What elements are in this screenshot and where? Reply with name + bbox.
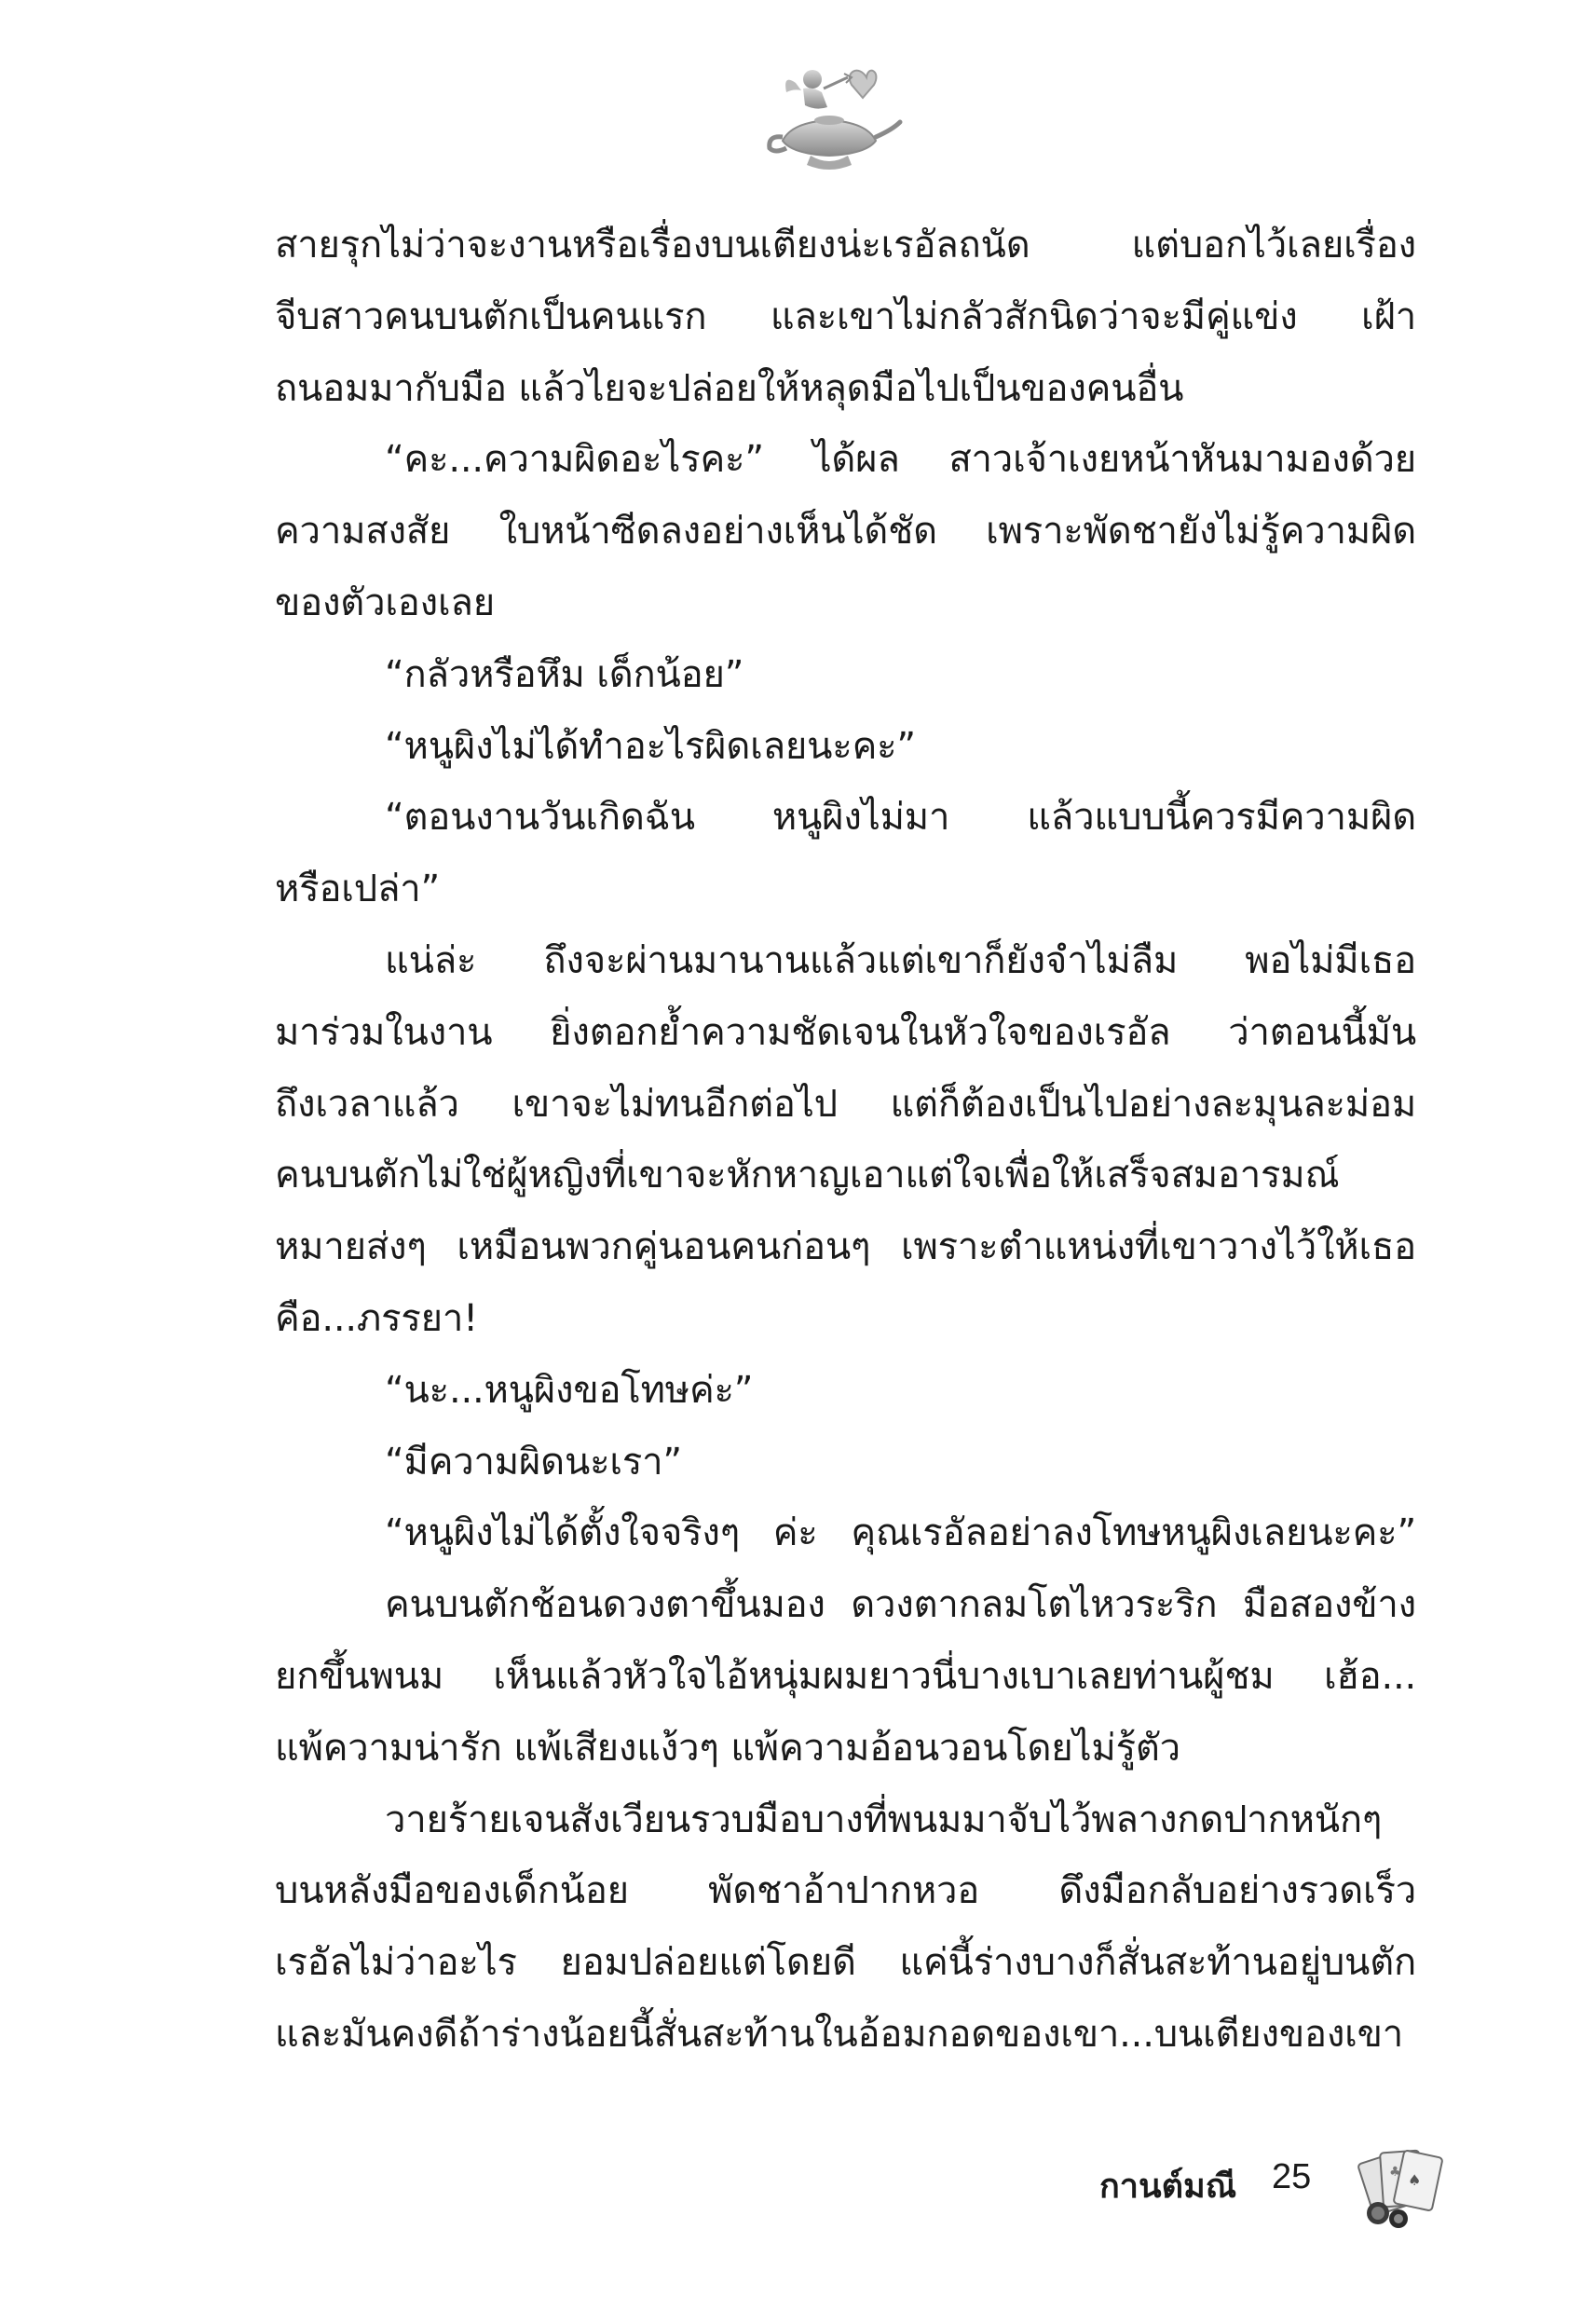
text-line: “หนูผิงไม่ได้ทำอะไรผิดเลยนะคะ”: [385, 724, 916, 768]
text-line: “มีความผิดนะเรา”: [385, 1440, 682, 1484]
text-line: ยกขึ้นพนม เห็นแล้วหัวใจไอ้หนุ่มผมยาวนี่บางเบาเลยท่านผู้ชม เฮ้อ...: [275, 1654, 1416, 1698]
text-line: เรอัลไม่ว่าอะไร ยอมปล่อยแต่โดยดี แค่นี้ร่างบางก็สั่นสะท้านอยู่บนตัก: [275, 1941, 1416, 1985]
text-line: “คะ...ความผิดอะไรคะ” ได้ผล สาวเจ้าเงยหน้าหันมามองด้วย: [385, 438, 1416, 482]
text-line: “หนูผิงไม่ได้ตั้งใจจริงๆ ค่ะ คุณเรอัลอย่าลงโทษหนูผิงเลยนะคะ”: [385, 1511, 1416, 1555]
text-line: ถนอมมากับมือ แล้วไยจะปล่อยให้หลุดมือไปเป็นของคนอื่น: [275, 366, 1184, 410]
text-line: แพ้ความน่ารัก แพ้เสียงแง้วๆ แพ้ความอ้อนวอนโดยไม่รู้ตัว: [275, 1726, 1180, 1770]
text-line: ของตัวเองเลย: [275, 581, 495, 624]
text-line: คนบนตักช้อนดวงตาขึ้นมอง ดวงตากลมโตไหวระริก มือสองข้าง: [385, 1583, 1416, 1627]
text-line: หรือเปล่า”: [275, 868, 441, 911]
playing-cards-icon: [1346, 2139, 1449, 2232]
cupid-teapot-ornament-icon: [755, 51, 904, 182]
text-line: คนบนตักไม่ใช่ผู้หญิงที่เขาจะหักหาญเอาแต่ใจเพื่อให้เสร็จสมอารมณ์: [275, 1154, 1340, 1197]
text-line: “กลัวหรือหึม เด็กน้อย”: [385, 652, 744, 696]
text-line: สายรุกไม่ว่าจะงานหรือเรื่องบนเตียงน่ะเรอัลถนัด แต่บอกไว้เลยเรื่อง: [275, 224, 1416, 267]
text-line: แน่ล่ะ ถึงจะผ่านมานานแล้วแต่เขาก็ยังจำไม่ลืม พอไม่มีเธอ: [385, 938, 1416, 982]
text-line: คือ...ภรรยา!: [275, 1296, 478, 1340]
book-title: กานต์มณี: [1099, 2167, 1237, 2206]
page-number: 25: [1272, 2157, 1312, 2196]
text-line: จีบสาวคนบนตักเป็นคนแรก และเขาไม่กลัวสักนิดว่าจะมีคู่แข่ง เฝ้า: [275, 294, 1416, 338]
text-line: ถึงเวลาแล้ว เขาจะไม่ทนอีกต่อไป แต่ก็ต้องเป็นไปอย่างละมุนละม่อม: [275, 1082, 1416, 1126]
svg-text:♣: ♣: [1389, 2165, 1401, 2180]
text-line: ความสงสัย ใบหน้าซีดลงอย่างเห็นได้ชัด เพราะพัดชายังไม่รู้ความผิด: [275, 510, 1416, 554]
text-line: บนหลังมือของเด็กน้อย พัดชาอ้าปากหวอ ดึงมือกลับอย่างรวดเร็ว: [275, 1869, 1416, 1913]
text-line: วายร้ายเจนสังเวียนรวบมือบางที่พนมมาจับไว้พลางกดปากหนักๆ: [385, 1798, 1383, 1841]
text-line: หมายส่งๆ เหมือนพวกคู่นอนคนก่อนๆ เพราะตำแหน่งที่เขาวางไว้ให้เธอ: [275, 1225, 1416, 1269]
text-line: “ตอนงานวันเกิดฉัน หนูผิงไม่มา แล้วแบบนี้ควรมีความผิด: [385, 796, 1416, 840]
text-line: มาร่วมในงาน ยิ่งตอกย้ำความชัดเจนในหัวใจของเรอัล ว่าตอนนี้มัน: [275, 1010, 1416, 1054]
text-line: “นะ...หนูผิงขอโทษค่ะ”: [385, 1368, 754, 1412]
svg-text:♠: ♠: [1408, 2171, 1422, 2189]
text-line: และมันคงดีถ้าร่างน้อยนี้สั่นสะท้านในอ้อมกอดของเขา...บนเตียงของเขา: [275, 2012, 1404, 2056]
page-footer: [1099, 2139, 1453, 2250]
body-text: [275, 210, 1416, 2071]
